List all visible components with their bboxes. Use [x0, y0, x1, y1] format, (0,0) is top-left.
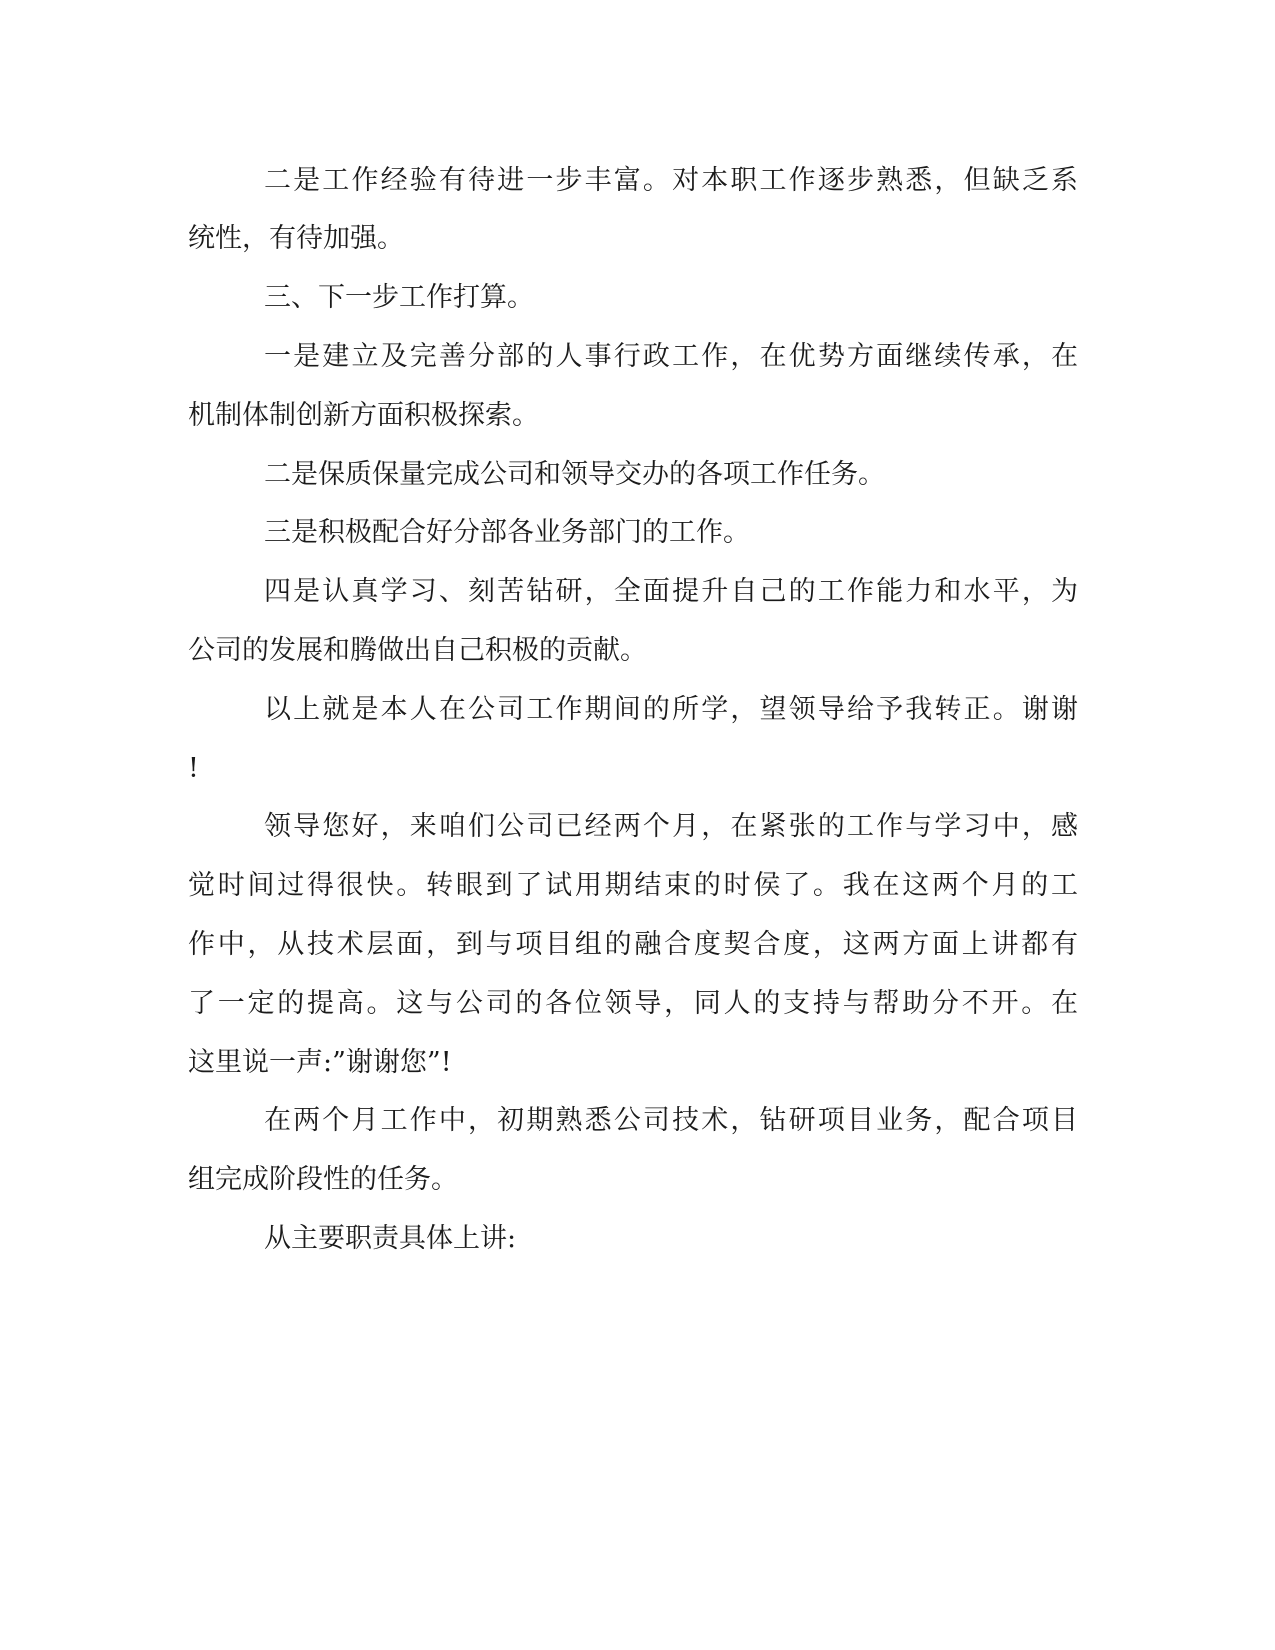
paragraph-line: 了一定的提高。这与公司的各位领导，同人的支持与帮助分不开。在	[188, 988, 1078, 1019]
paragraph-line: 四是认真学习、刻苦钻研，全面提升自己的工作能力和水平，为	[264, 576, 1078, 607]
paragraph-line: 觉时间过得很快。转眼到了试用期结束的时侯了。我在这两个月的工	[188, 870, 1078, 901]
paragraph-line: 作中，从技术层面，到与项目组的融合度契合度，这两方面上讲都有	[188, 929, 1078, 960]
paragraph-line: 机制体制创新方面积极探索。	[188, 400, 539, 431]
paragraph-line: 在两个月工作中，初期熟悉公司技术，钻研项目业务，配合项目	[264, 1105, 1078, 1136]
section-heading: 三、下一步工作打算。	[264, 282, 534, 313]
paragraph-line: 一是建立及完善分部的人事行政工作，在优势方面继续传承，在	[264, 341, 1078, 372]
paragraph-line: 公司的发展和腾做出自己积极的贡献。	[188, 635, 647, 666]
paragraph-line: 二是保质保量完成公司和领导交办的各项工作任务。	[264, 459, 885, 490]
paragraph-line: 二是工作经验有待进一步丰富。对本职工作逐步熟悉，但缺乏系	[264, 165, 1078, 196]
paragraph-line: 领导您好，来咱们公司已经两个月，在紧张的工作与学习中，感	[264, 811, 1078, 842]
paragraph-line: 统性，有待加强。	[188, 223, 404, 254]
paragraph-line: !	[188, 753, 199, 784]
paragraph-line: 三是积极配合好分部各业务部门的工作。	[264, 517, 750, 548]
paragraph-line: 从主要职责具体上讲:	[264, 1223, 517, 1254]
paragraph-line: 这里说一声:”谢谢您”!	[188, 1047, 452, 1078]
paragraph-line: 组完成阶段性的任务。	[188, 1164, 458, 1195]
paragraph-line: 以上就是本人在公司工作期间的所学，望领导给予我转正。谢谢	[264, 694, 1078, 725]
